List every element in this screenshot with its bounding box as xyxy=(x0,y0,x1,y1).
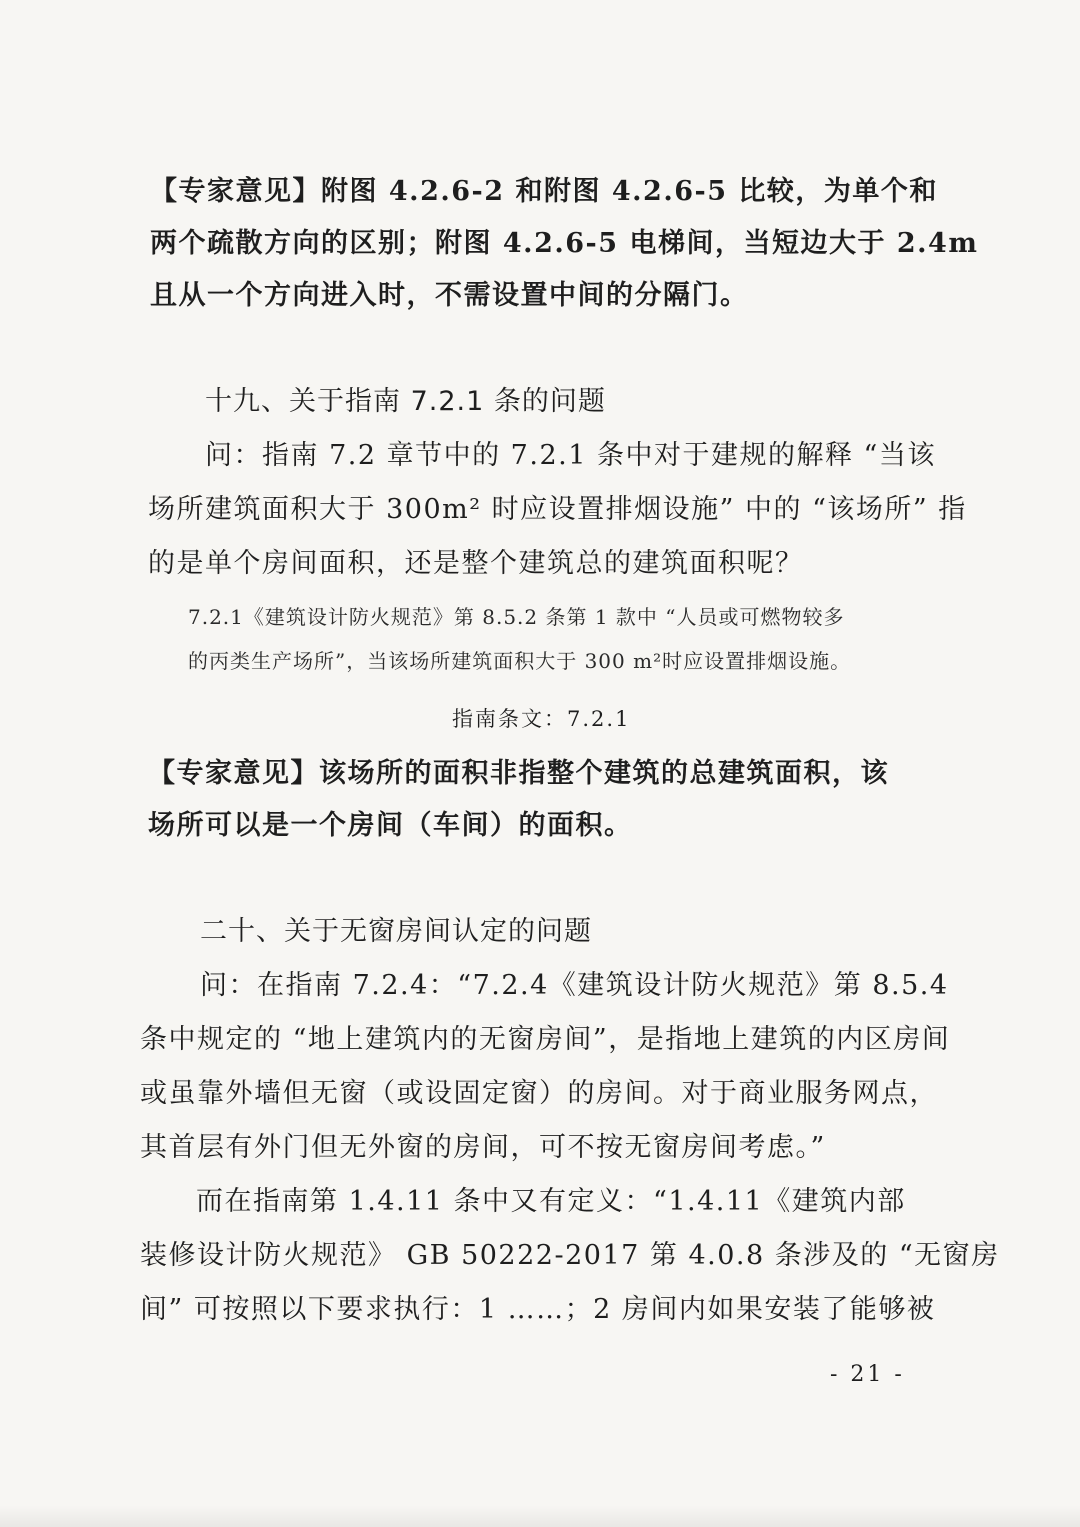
section-20-question-line-5: 而在指南第 1.4.11 条中又有定义：“1.4.11《建筑内部 xyxy=(196,1186,906,1217)
section-20-question-line-4: 其首层有外门但无外窗的房间，可不按无窗房间考虑。” xyxy=(140,1132,826,1163)
section-20-question-line-1: 问：在指南 7.2.4：“7.2.4《建筑设计防火规范》第 8.5.4 xyxy=(200,970,949,1001)
expert-opinion-line-3: 且从一个方向进入时，不需设置中间的分隔门。 xyxy=(150,280,749,311)
guide-clause-caption: 指南条文：7.2.1 xyxy=(452,707,631,731)
page-number: - 21 - xyxy=(830,1362,905,1387)
section-20-question-line-7: 间” 可按照以下要求执行：1 ……；2 房间内如果安装了能够被 xyxy=(140,1294,936,1325)
guide-quote-line-1: 7.2.1《建筑设计防火规范》第 8.5.2 条第 1 款中 “人员或可燃物较多 xyxy=(188,605,845,629)
section-19-question-line-3: 的是单个房间面积，还是整个建筑总的建筑面积呢？ xyxy=(148,548,804,579)
scan-edge-shading xyxy=(0,1505,1080,1527)
section-20-question-line-6: 装修设计防火规范》 GB 50222-2017 第 4.0.8 条涉及的 “无窗房 xyxy=(140,1240,1000,1271)
section-19-heading: 十九、关于指南 7.2.1 条的问题 xyxy=(205,386,606,417)
section-20-question-line-2: 条中规定的 “地上建筑内的无窗房间”，是指地上建筑的内区房间 xyxy=(140,1024,951,1055)
section-19-question-line-1: 问：指南 7.2 章节中的 7.2.1 条中对于建规的解释 “当该 xyxy=(205,440,936,471)
expert-opinion-line-1: 【专家意见】附图 4.2.6-2 和附图 4.2.6-5 比较，为单个和 xyxy=(150,176,938,207)
section-19-expert-line-1: 【专家意见】该场所的面积非指整个建筑的总建筑面积，该 xyxy=(148,758,889,789)
guide-quote-line-2: 的丙类生产场所”，当该场所建筑面积大于 300 m²时应设置排烟设施。 xyxy=(188,649,852,673)
section-19-question-line-2: 场所建筑面积大于 300m² 时应设置排烟设施” 中的 “该场所” 指 xyxy=(148,494,967,525)
section-20-question-line-3: 或虽靠外墙但无窗（或设固定窗）的房间。对于商业服务网点， xyxy=(140,1078,938,1109)
section-20-heading: 二十、关于无窗房间认定的问题 xyxy=(200,916,592,947)
section-19-expert-line-2: 场所可以是一个房间（车间）的面积。 xyxy=(148,810,633,841)
expert-opinion-line-2: 两个疏散方向的区别；附图 4.2.6-5 电梯间，当短边大于 2.4m xyxy=(150,228,979,259)
